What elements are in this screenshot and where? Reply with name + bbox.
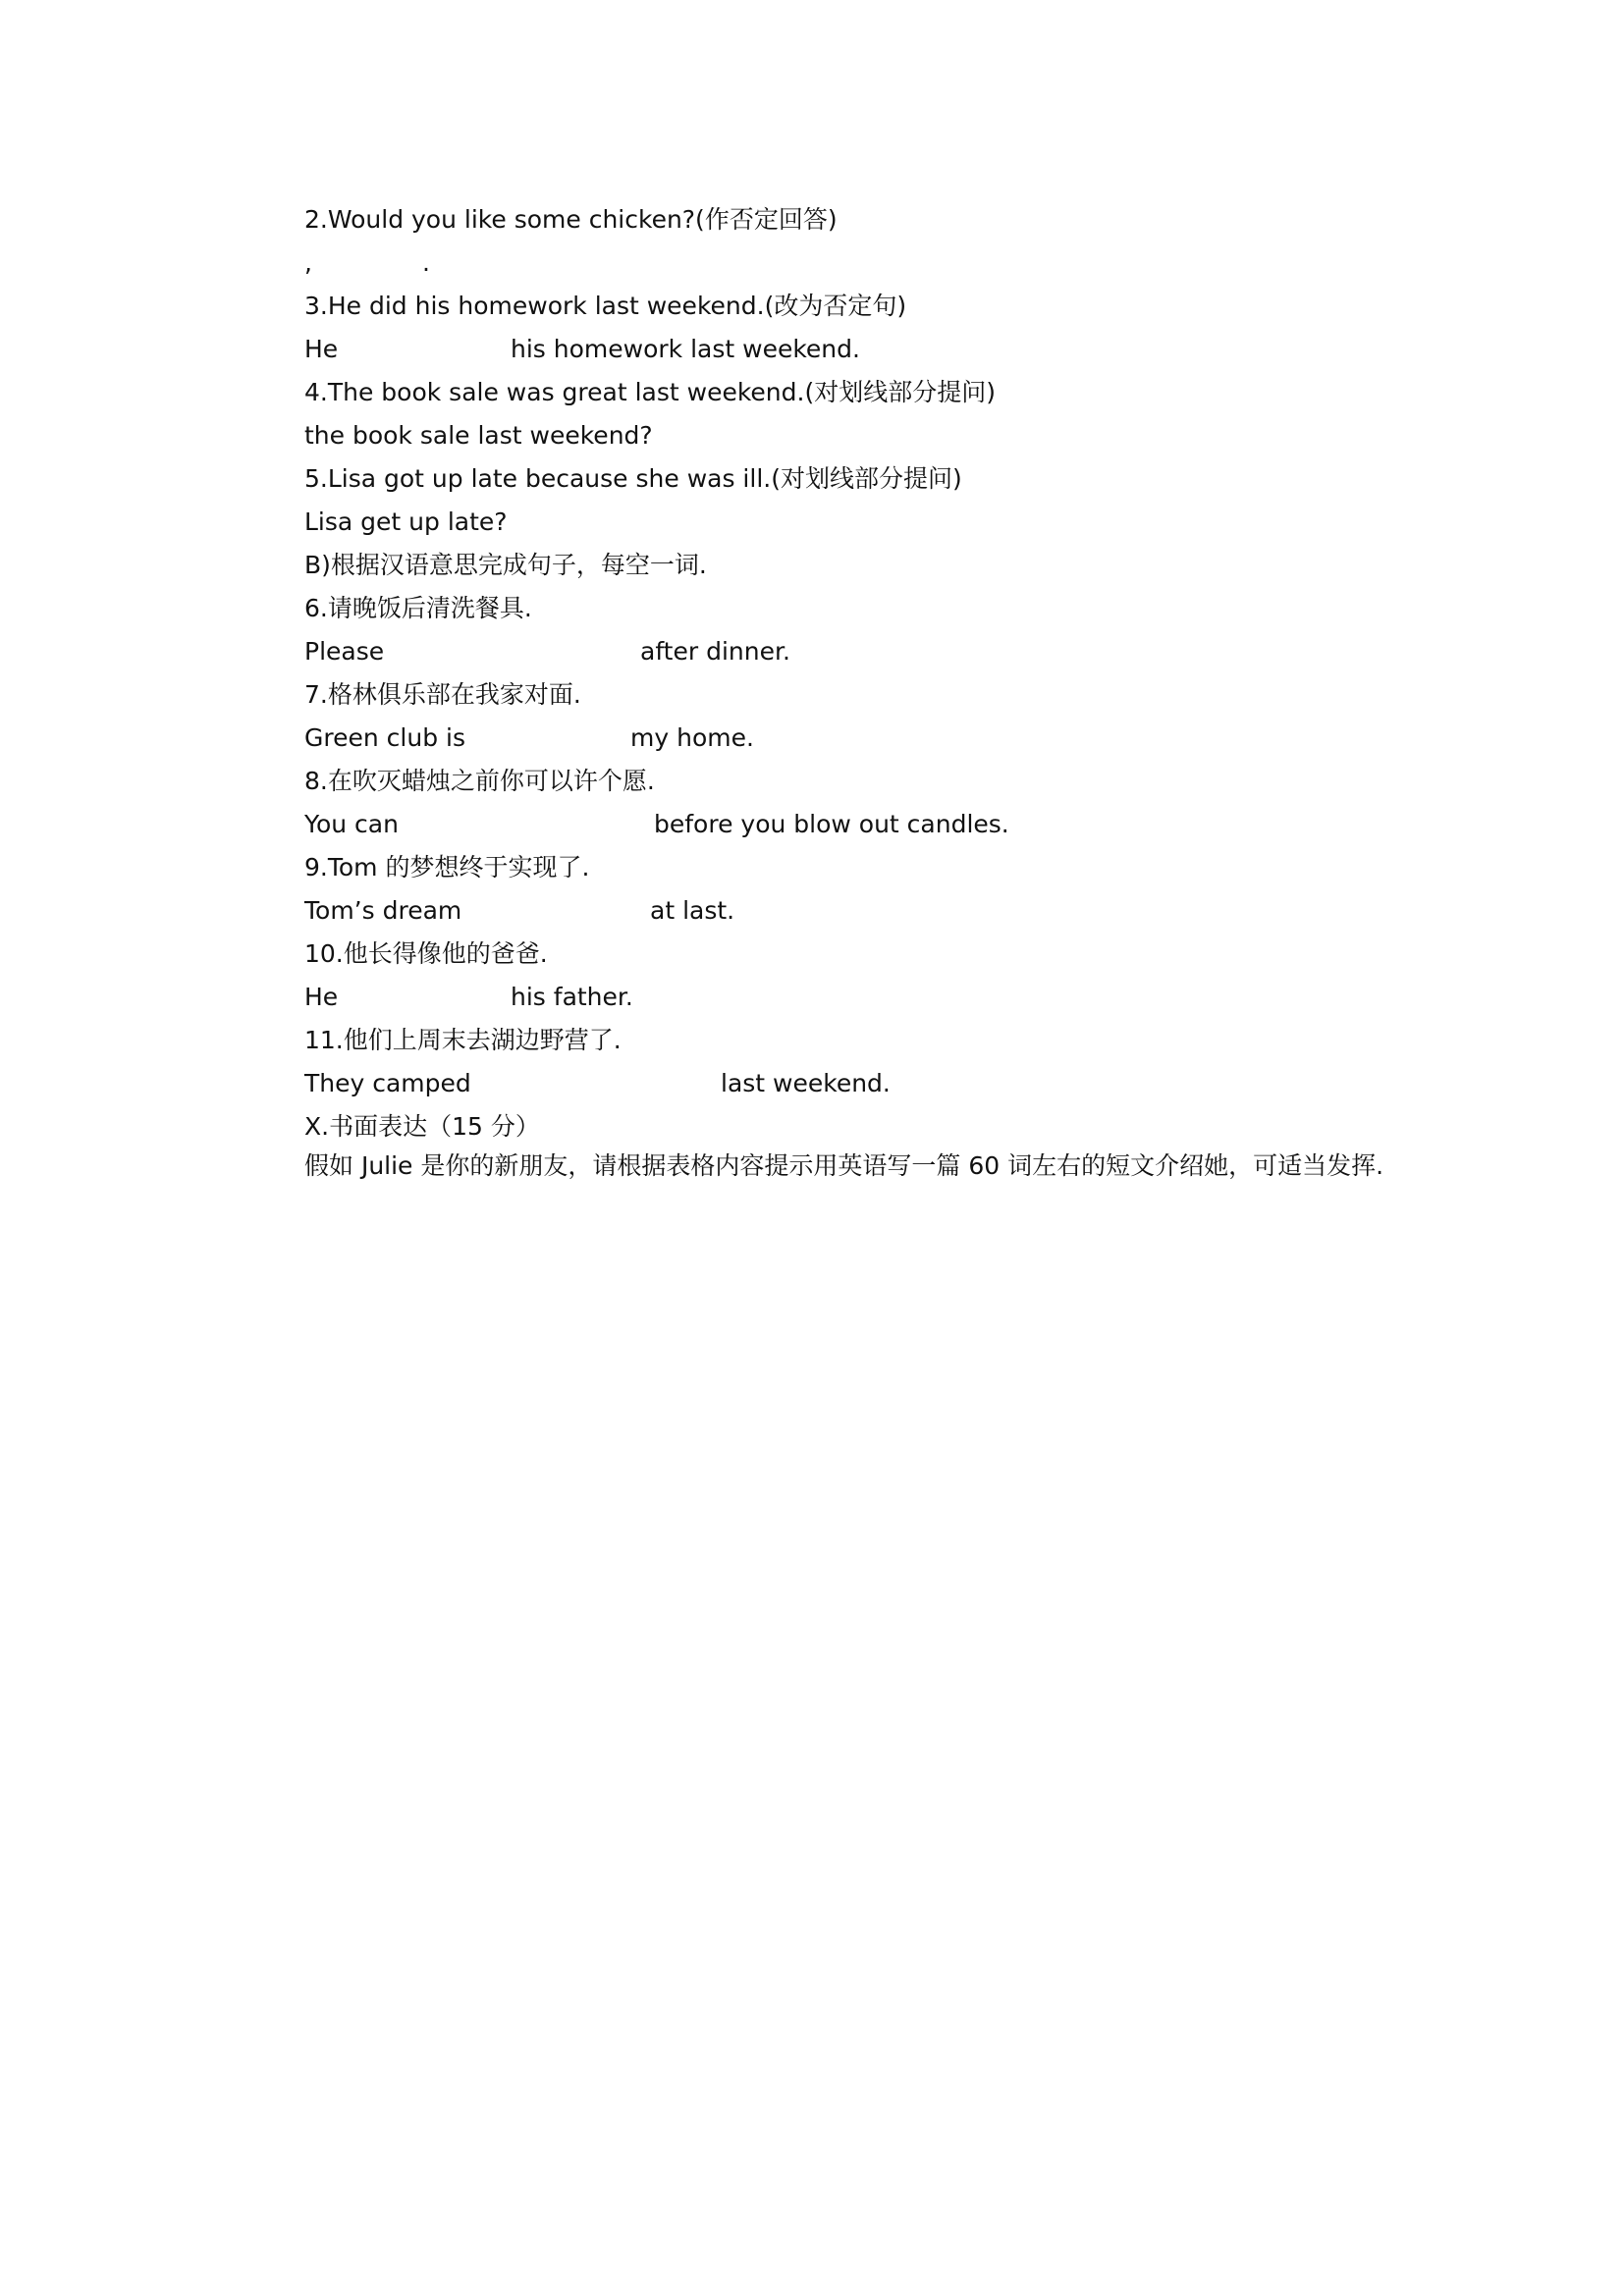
answer-prefix: They camped bbox=[304, 1069, 471, 1097]
question-2: 2.Would you like some chicken?(作否定回答) bbox=[304, 205, 838, 234]
answer-suffix: his father. bbox=[511, 983, 633, 1011]
answer-suffix: his homework last weekend. bbox=[511, 335, 860, 363]
question-7-answer bbox=[304, 721, 1090, 756]
writing-prompt: 假如 Julie 是你的新朋友，请根据表格内容提示用英语写一篇 60 词左右的短文介绍她，可适当发挥. bbox=[304, 1151, 1384, 1180]
section-x-heading: Ⅹ.书面表达（15 分） bbox=[304, 1112, 540, 1141]
question-4-answer: the book sale last weekend? bbox=[304, 421, 653, 450]
question-11-answer bbox=[304, 1066, 1090, 1101]
answer-period: . bbox=[422, 248, 430, 277]
answer-prefix: You can bbox=[304, 810, 399, 838]
question-10-answer bbox=[304, 980, 1090, 1015]
answer-suffix: my home. bbox=[630, 723, 754, 752]
question-6: 6.请晚饭后清洗餐具. bbox=[304, 594, 532, 622]
question-9-answer bbox=[304, 893, 1090, 929]
answer-suffix: before you blow out candles. bbox=[654, 810, 1009, 838]
answer-prefix: He bbox=[304, 983, 339, 1011]
answer-suffix: at last. bbox=[650, 896, 735, 925]
answer-prefix: Tom’s dream bbox=[304, 896, 462, 925]
question-4: 4.The book sale was great last weekend.(对划线部分提问) bbox=[304, 378, 996, 406]
question-2-answer-blanks bbox=[304, 245, 501, 281]
question-7: 7.格林俱乐部在我家对面. bbox=[304, 680, 581, 709]
answer-prefix: Green club is bbox=[304, 723, 465, 752]
answer-suffix: after dinner. bbox=[640, 637, 790, 666]
question-11: 11.他们上周末去湖边野营了. bbox=[304, 1026, 622, 1054]
question-8: 8.在吹灭蜡烛之前你可以许个愿. bbox=[304, 767, 655, 795]
question-8-answer bbox=[304, 807, 1090, 842]
question-6-answer bbox=[304, 634, 1090, 669]
question-3: 3.He did his homework last weekend.(改为否定句) bbox=[304, 292, 907, 320]
question-5: 5.Lisa got up late because she was ill.(对划线部分提问) bbox=[304, 464, 962, 493]
answer-prefix: He bbox=[304, 335, 339, 363]
question-9: 9.Tom 的梦想终于实现了. bbox=[304, 853, 590, 881]
answer-prefix: Please bbox=[304, 637, 385, 666]
question-5-answer: Lisa get up late? bbox=[304, 507, 508, 536]
answer-comma: , bbox=[304, 248, 312, 277]
section-b-heading: B)根据汉语意思完成句子，每空一词. bbox=[304, 551, 707, 579]
answer-suffix: last weekend. bbox=[721, 1069, 891, 1097]
question-10: 10.他长得像他的爸爸. bbox=[304, 939, 548, 968]
question-3-answer bbox=[304, 332, 1090, 367]
